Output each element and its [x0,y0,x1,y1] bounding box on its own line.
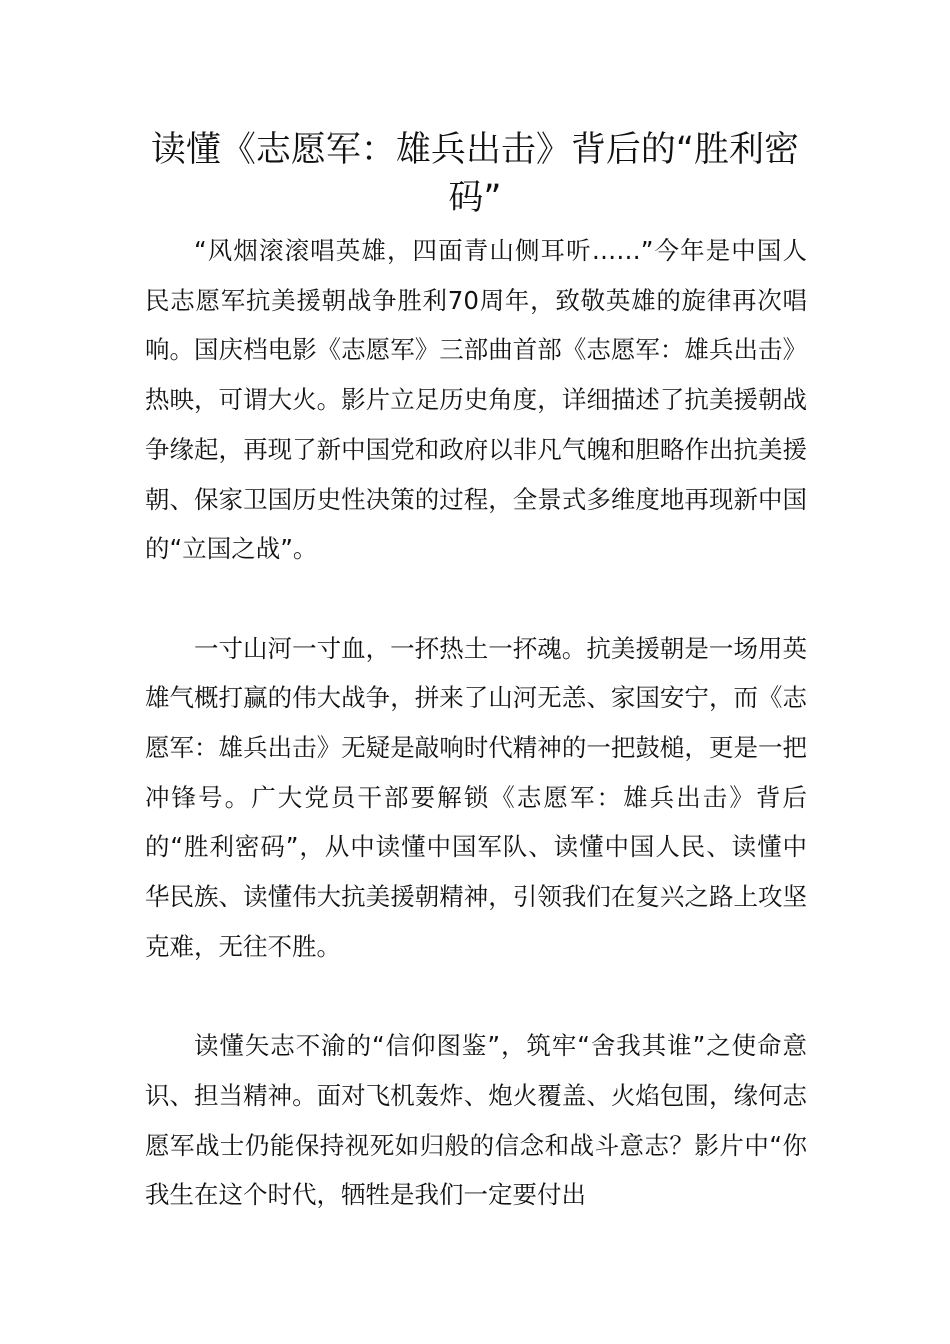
paragraph-1: “风烟滚滚唱英雄，四面青山侧耳听……”今年是中国人民志愿军抗美援朝战争胜利70周年，致敬英雄的旋律再次唱响。国庆档电影《志愿军》三部曲首部《志愿军：雄兵出击》热映，可谓大火。影片立足历史角度，详细描述了抗美援朝战争缘起，再现了新中国党和政府以非凡气魄和胆略作出抗美援朝、保家卫国历史性决策的过程，全景式多维度地再现新中国的“立国之战”。 [145,236,807,564]
paragraph-2: 一寸山河一寸血，一抔热土一抔魂。抗美援朝是一场用英雄气概打赢的伟大战争，拼来了山河无恙、家国安宁，而《志愿军：雄兵出击》无疑是敲响时代精神的一把鼓槌，更是一把冲锋号。广大党员干部要解锁《志愿军：雄兵出击》背后的“胜利密码”，从中读懂中国军队、读懂中国人民、读懂中华民族、读懂伟大抗美援朝精神，引领我们在复兴之路上攻坚克难，无往不胜。 [145,633,807,961]
document-body [145,226,807,1220]
paragraph-spacer [145,574,807,624]
paragraph-spacer [145,972,807,1022]
paragraph-3: 读懂矢志不渝的“信仰图鉴”，筑牢“舍我其谁”之使命意识、担当精神。面对飞机轰炸、炮火覆盖、火焰包围，缘何志愿军战士仍能保持视死如归般的信念和战斗意志？影片中“你我生在这个时代，牺牲是我们一定要付出 [145,1031,807,1210]
document-title: 读懂《志愿军：雄兵出击》背后的“胜利密码” [150,130,800,218]
